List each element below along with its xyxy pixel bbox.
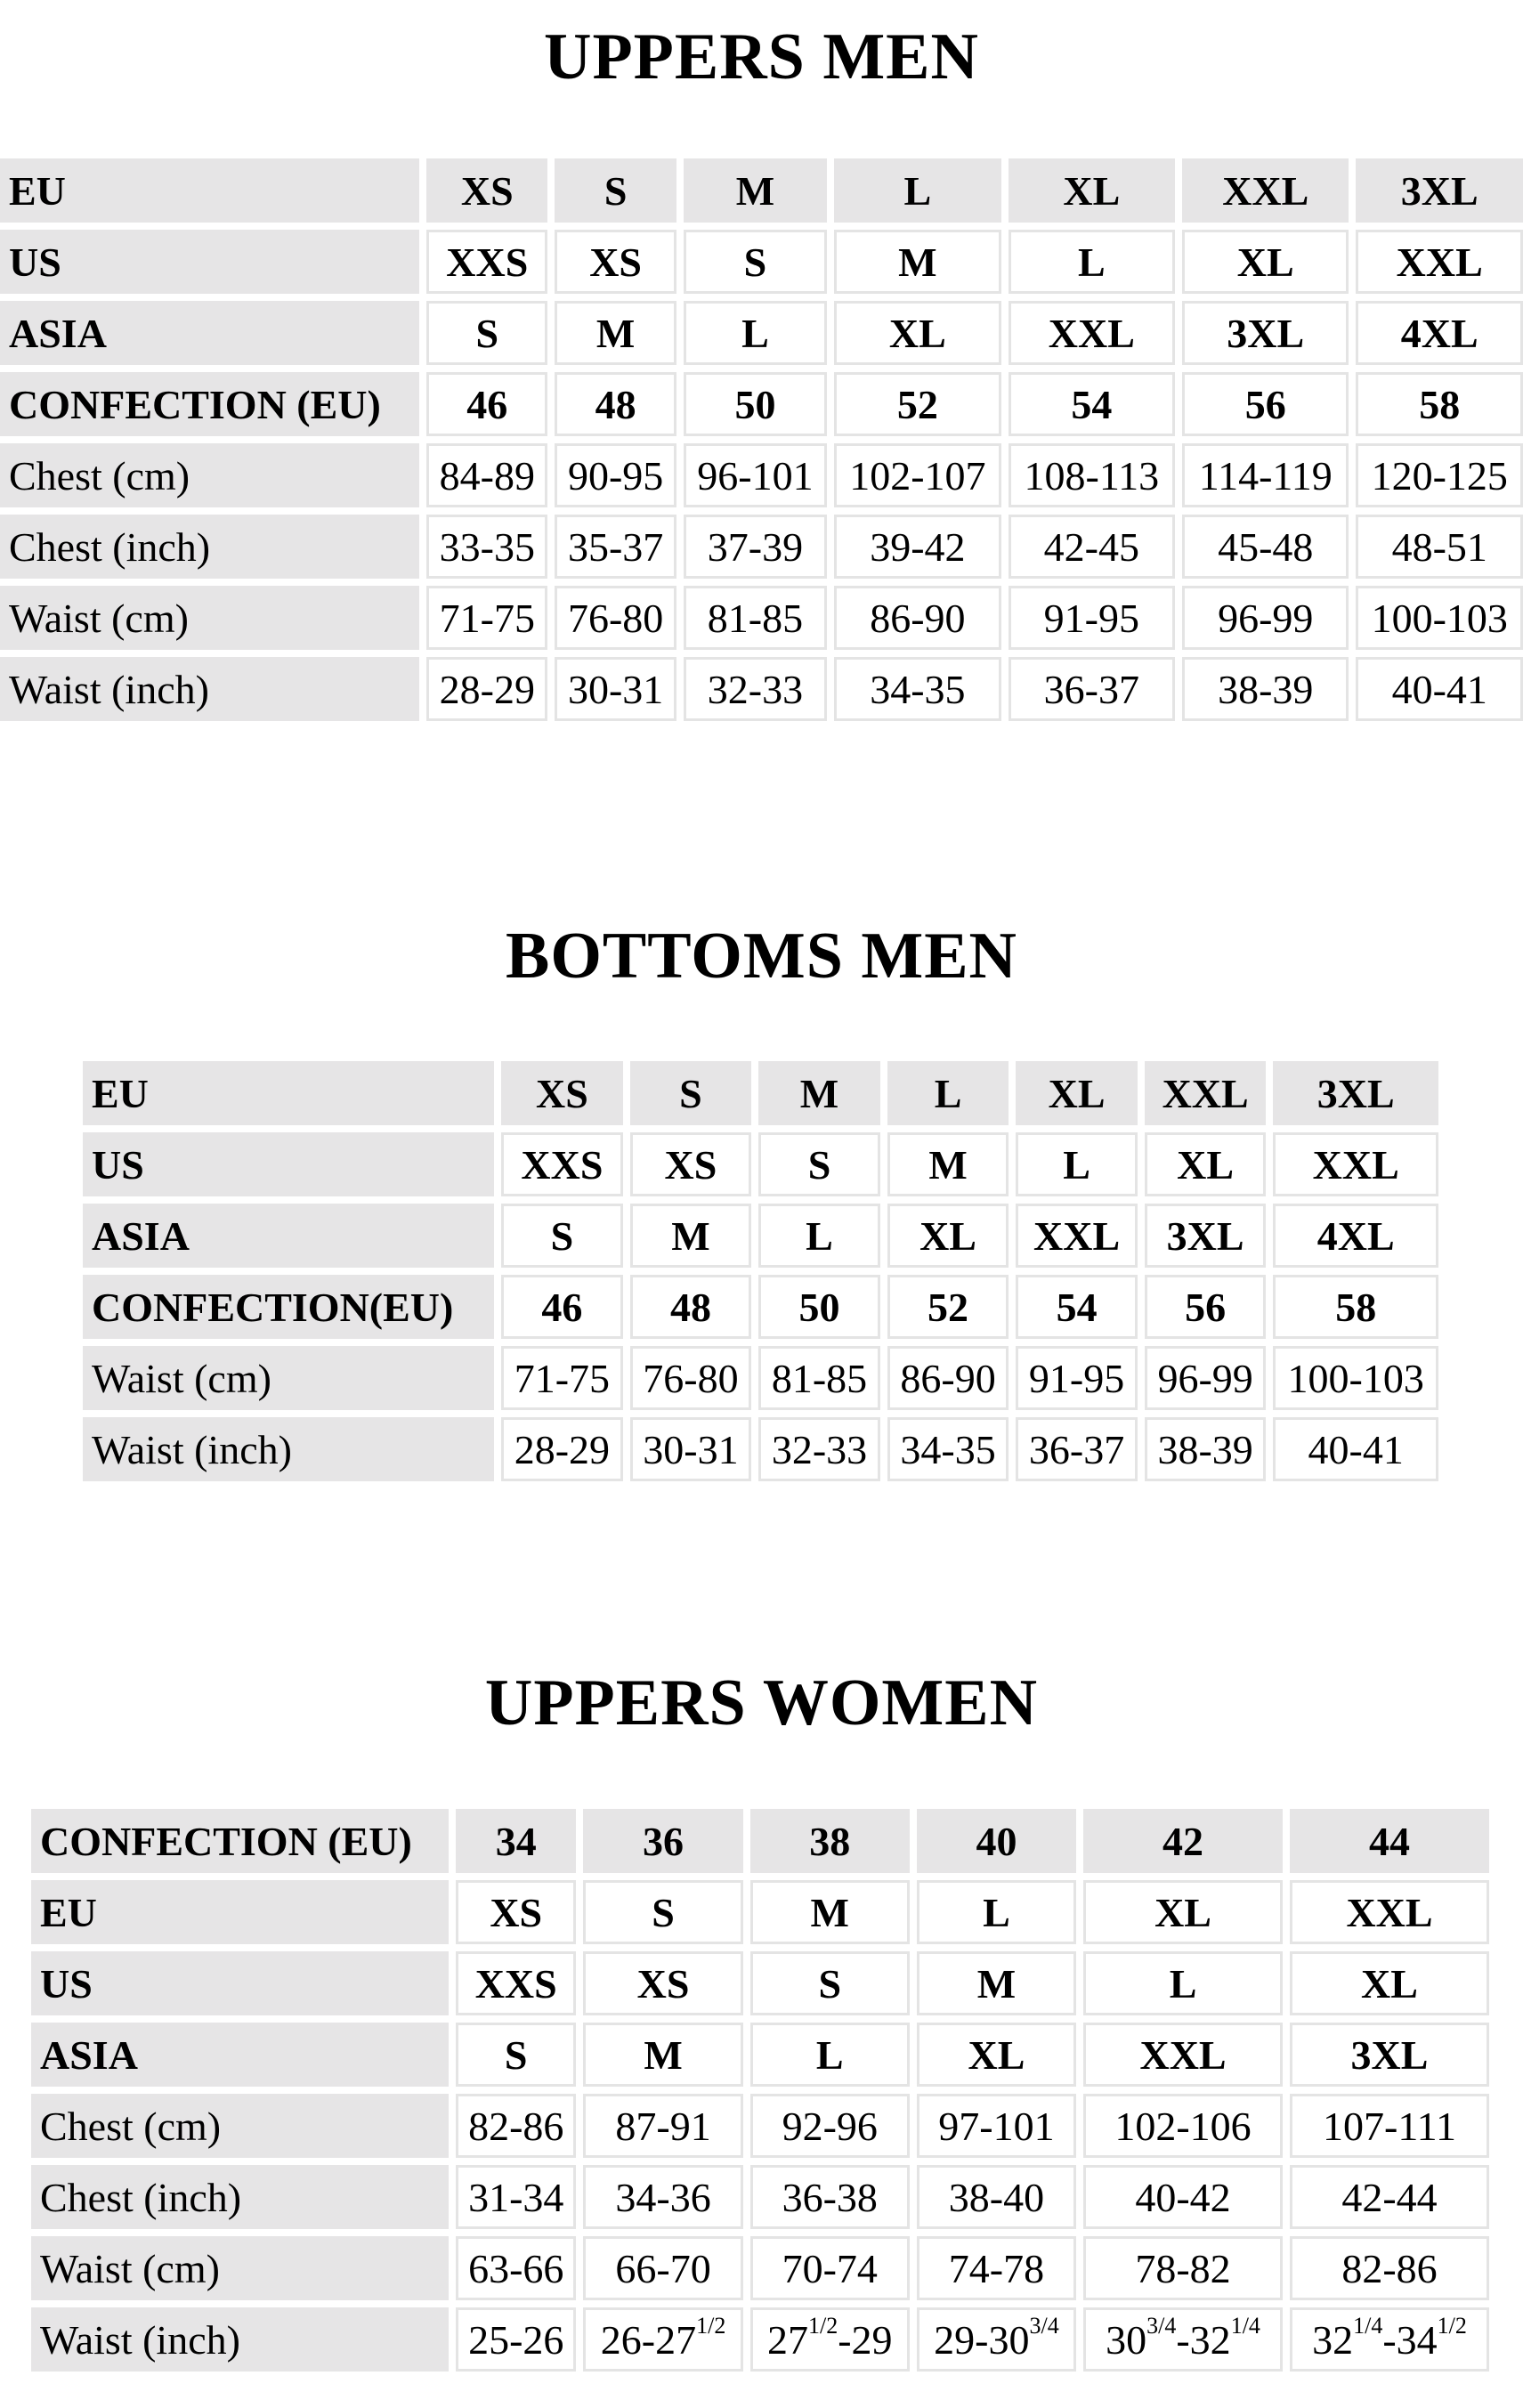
cell-text: 25-26 [468, 2316, 564, 2363]
table-cell: 87-91 [583, 2094, 742, 2158]
row-label-asia: ASIA [83, 1204, 494, 1268]
row-label-waist-inch: Waist (inch) [83, 1417, 494, 1481]
table-cell: L [684, 301, 827, 365]
table-row [0, 586, 1523, 650]
row-label-chest-inch: Chest (inch) [31, 2165, 449, 2229]
table-row [31, 2023, 1489, 2087]
table-cell: 54 [1009, 372, 1175, 436]
table-cell: 36-38 [750, 2165, 910, 2229]
row-label-waist-cm: Waist (cm) [31, 2236, 449, 2300]
table-cell: S [583, 1880, 742, 1944]
table-cell: M [758, 1061, 880, 1125]
table-cell: S [426, 301, 547, 365]
table-cell: XS [501, 1061, 623, 1125]
table-cell: 102-107 [834, 443, 1000, 507]
table-cell: 35-37 [555, 515, 676, 579]
table-cell [1083, 2307, 1283, 2372]
table-cell: 50 [758, 1275, 880, 1339]
cell-text: 26-27 [600, 2316, 697, 2363]
row-label-waist-cm: Waist (cm) [83, 1346, 494, 1410]
table-cell: 3XL [1356, 158, 1523, 223]
table-cell: 90-95 [555, 443, 676, 507]
row-label-eu: EU [0, 158, 419, 223]
table-row [83, 1061, 1438, 1125]
row-label-waist-inch: Waist (inch) [0, 657, 419, 721]
table-cell: M [887, 1132, 1009, 1196]
table-cell: XL [917, 2023, 1076, 2087]
table-cell: 74-78 [917, 2236, 1076, 2300]
table-cell [1290, 2307, 1489, 2372]
table-cell: 91-95 [1016, 1346, 1138, 1410]
row-label-confection-eu: CONFECTION (EU) [31, 1809, 449, 1873]
table-cell: XL [1009, 158, 1175, 223]
row-label-eu: EU [83, 1061, 494, 1125]
table-row [31, 1951, 1489, 2015]
row-label-us: US [0, 230, 419, 294]
table-cell: 91-95 [1009, 586, 1175, 650]
uppers-men-table [0, 151, 1523, 728]
fraction-superscript: 1/4 [1230, 2312, 1260, 2339]
table-cell: 3XL [1182, 301, 1349, 365]
table-cell: 4XL [1356, 301, 1523, 365]
table-cell: XXL [1290, 1880, 1489, 1944]
fraction-superscript: 1/2 [1437, 2312, 1467, 2339]
table-cell: XXL [1083, 2023, 1283, 2087]
table-cell: XL [1182, 230, 1349, 294]
table-cell: 108-113 [1009, 443, 1175, 507]
table-cell: 30-31 [630, 1417, 752, 1481]
table-cell: 96-99 [1145, 1346, 1267, 1410]
row-label-waist-cm: Waist (cm) [0, 586, 419, 650]
table-cell: XS [555, 230, 676, 294]
table-row [83, 1204, 1438, 1268]
table-cell: 84-89 [426, 443, 547, 507]
table-cell: 46 [426, 372, 547, 436]
table-row [0, 301, 1523, 365]
table-cell: 42-44 [1290, 2165, 1489, 2229]
row-label-confection-eu: CONFECTION(EU) [83, 1275, 494, 1339]
table-cell: 58 [1273, 1275, 1438, 1339]
uppers-women-table [24, 1802, 1496, 2379]
table-cell: 58 [1356, 372, 1523, 436]
table-cell: 36-37 [1016, 1417, 1138, 1481]
table-cell: 81-85 [758, 1346, 880, 1410]
table-cell: 71-75 [501, 1346, 623, 1410]
table-cell: 120-125 [1356, 443, 1523, 507]
table-cell: 37-39 [684, 515, 827, 579]
table-cell: 76-80 [630, 1346, 752, 1410]
row-label-us: US [83, 1132, 494, 1196]
table-cell: 97-101 [917, 2094, 1076, 2158]
table-cell: 36-37 [1009, 657, 1175, 721]
table-row [83, 1417, 1438, 1481]
table-cell: 96-99 [1182, 586, 1349, 650]
row-label-chest-cm: Chest (cm) [31, 2094, 449, 2158]
table-cell: S [501, 1204, 623, 1268]
table-row [31, 2236, 1489, 2300]
table-cell: 81-85 [684, 586, 827, 650]
table-cell: S [555, 158, 676, 223]
table-cell: 56 [1182, 372, 1349, 436]
fraction-superscript: 1/2 [807, 2312, 838, 2339]
table-cell: 31-34 [456, 2165, 576, 2229]
table-cell: L [917, 1880, 1076, 1944]
table-cell: XL [1083, 1880, 1283, 1944]
table-cell: 56 [1145, 1275, 1267, 1339]
table-cell: XXL [1182, 158, 1349, 223]
table-row [83, 1132, 1438, 1196]
table-row [0, 372, 1523, 436]
row-label-asia: ASIA [0, 301, 419, 365]
table-cell: 82-86 [1290, 2236, 1489, 2300]
table-cell: XS [426, 158, 547, 223]
table-cell: 42 [1083, 1809, 1283, 1873]
row-label-eu: EU [31, 1880, 449, 1944]
table-cell: 70-74 [750, 2236, 910, 2300]
table-cell: 76-80 [555, 586, 676, 650]
table-cell: 40-41 [1356, 657, 1523, 721]
table-cell: M [750, 1880, 910, 1944]
fraction-superscript: 3/4 [1146, 2312, 1177, 2339]
table-cell: S [684, 230, 827, 294]
table-cell: 63-66 [456, 2236, 576, 2300]
table-cell: 107-111 [1290, 2094, 1489, 2158]
table-cell: S [456, 2023, 576, 2087]
table-cell: 3XL [1273, 1061, 1438, 1125]
table-cell: 82-86 [456, 2094, 576, 2158]
table-cell: 28-29 [501, 1417, 623, 1481]
table-cell: 92-96 [750, 2094, 910, 2158]
cell-text: 32 [1312, 2316, 1354, 2363]
row-label-chest-cm: Chest (cm) [0, 443, 419, 507]
table-row [31, 2094, 1489, 2158]
row-label-chest-inch: Chest (inch) [0, 515, 419, 579]
table-cell: XXS [426, 230, 547, 294]
table-cell: 4XL [1273, 1204, 1438, 1268]
table-cell: 33-35 [426, 515, 547, 579]
cell-text: 27 [766, 2316, 808, 2363]
table-cell: 3XL [1145, 1204, 1267, 1268]
table-cell: 39-42 [834, 515, 1000, 579]
table-cell: L [1083, 1951, 1283, 2015]
table-cell: 38-39 [1145, 1417, 1267, 1481]
table-cell: M [630, 1204, 752, 1268]
fraction-superscript: 1/4 [1353, 2312, 1383, 2339]
table-cell: 44 [1290, 1809, 1489, 1873]
table-cell: M [834, 230, 1000, 294]
table-cell: 96-101 [684, 443, 827, 507]
cell-text: -34 [1382, 2316, 1438, 2363]
table-cell: 42-45 [1009, 515, 1175, 579]
table-cell: XL [834, 301, 1000, 365]
table-cell: L [834, 158, 1000, 223]
table-cell: M [917, 1951, 1076, 2015]
table-cell: 54 [1016, 1275, 1138, 1339]
table-cell: 100-103 [1273, 1346, 1438, 1410]
table-cell: 86-90 [887, 1346, 1009, 1410]
table-cell: 28-29 [426, 657, 547, 721]
table-cell: 38-40 [917, 2165, 1076, 2229]
table-cell: 102-106 [1083, 2094, 1283, 2158]
table-cell: 32-33 [684, 657, 827, 721]
table-cell: 38-39 [1182, 657, 1349, 721]
uppers-men-title: UPPERS MEN [544, 20, 979, 93]
table-cell [583, 2307, 742, 2372]
table-cell: 36 [583, 1809, 742, 1873]
table-cell: 86-90 [834, 586, 1000, 650]
table-cell: M [684, 158, 827, 223]
table-cell: XXL [1145, 1061, 1267, 1125]
table-cell: XXS [501, 1132, 623, 1196]
table-cell: 34-35 [887, 1417, 1009, 1481]
table-cell: 3XL [1290, 2023, 1489, 2087]
table-cell [917, 2307, 1076, 2372]
table-cell: XXL [1016, 1204, 1138, 1268]
table-cell: 34-36 [583, 2165, 742, 2229]
table-cell: S [750, 1951, 910, 2015]
table-row [0, 443, 1523, 507]
table-row [31, 2307, 1489, 2372]
table-cell: 48-51 [1356, 515, 1523, 579]
fraction-superscript: 3/4 [1029, 2312, 1059, 2339]
table-cell: S [630, 1061, 752, 1125]
table-row [0, 657, 1523, 721]
table-cell: 40-41 [1273, 1417, 1438, 1481]
table-cell: XXL [1356, 230, 1523, 294]
table-cell [456, 2307, 576, 2372]
table-row [31, 2165, 1489, 2229]
table-cell: XS [630, 1132, 752, 1196]
table-cell: L [758, 1204, 880, 1268]
table-cell: XL [1290, 1951, 1489, 2015]
table-cell: 40-42 [1083, 2165, 1283, 2229]
table-cell: 32-33 [758, 1417, 880, 1481]
cell-text: 30 [1106, 2316, 1147, 2363]
table-cell: 50 [684, 372, 827, 436]
table-row [0, 230, 1523, 294]
table-cell: 45-48 [1182, 515, 1349, 579]
table-row [31, 1880, 1489, 1944]
row-label-confection-eu: CONFECTION (EU) [0, 372, 419, 436]
table-cell [750, 2307, 910, 2372]
table-cell: L [1016, 1132, 1138, 1196]
table-cell: L [1009, 230, 1175, 294]
table-cell: M [555, 301, 676, 365]
table-cell: 52 [887, 1275, 1009, 1339]
fraction-superscript: 1/2 [696, 2312, 726, 2339]
table-cell: 100-103 [1356, 586, 1523, 650]
row-label-us: US [31, 1951, 449, 2015]
bottoms-men-table [76, 1054, 1446, 1488]
cell-text: 29-30 [934, 2316, 1030, 2363]
row-label-waist-inch: Waist (inch) [31, 2307, 449, 2372]
cell-text: -29 [838, 2316, 893, 2363]
table-cell: 38 [750, 1809, 910, 1873]
table-cell: L [750, 2023, 910, 2087]
table-cell: M [583, 2023, 742, 2087]
bottoms-men-title: BOTTOMS MEN [506, 920, 1017, 993]
table-cell: 52 [834, 372, 1000, 436]
table-cell: L [887, 1061, 1009, 1125]
table-row [0, 158, 1523, 223]
table-cell: XS [583, 1951, 742, 2015]
table-cell: XXS [456, 1951, 576, 2015]
table-cell: 48 [555, 372, 676, 436]
cell-text: -32 [1176, 2316, 1231, 2363]
uppers-women-title: UPPERS WOMEN [484, 1666, 1039, 1739]
table-cell: XL [1145, 1132, 1267, 1196]
table-cell: 34 [456, 1809, 576, 1873]
table-cell: XS [456, 1880, 576, 1944]
table-cell: 34-35 [834, 657, 1000, 721]
table-row [83, 1275, 1438, 1339]
table-cell: 40 [917, 1809, 1076, 1873]
table-cell: XXL [1009, 301, 1175, 365]
table-cell: XXL [1273, 1132, 1438, 1196]
table-cell: XL [1016, 1061, 1138, 1125]
table-cell: 71-75 [426, 586, 547, 650]
table-cell: 48 [630, 1275, 752, 1339]
table-cell: 30-31 [555, 657, 676, 721]
table-cell: 46 [501, 1275, 623, 1339]
table-cell: 114-119 [1182, 443, 1349, 507]
table-cell: S [758, 1132, 880, 1196]
table-row [0, 515, 1523, 579]
table-cell: 66-70 [583, 2236, 742, 2300]
table-cell: XL [887, 1204, 1009, 1268]
row-label-asia: ASIA [31, 2023, 449, 2087]
table-row [31, 1809, 1489, 1873]
table-row [83, 1346, 1438, 1410]
table-cell: 78-82 [1083, 2236, 1283, 2300]
